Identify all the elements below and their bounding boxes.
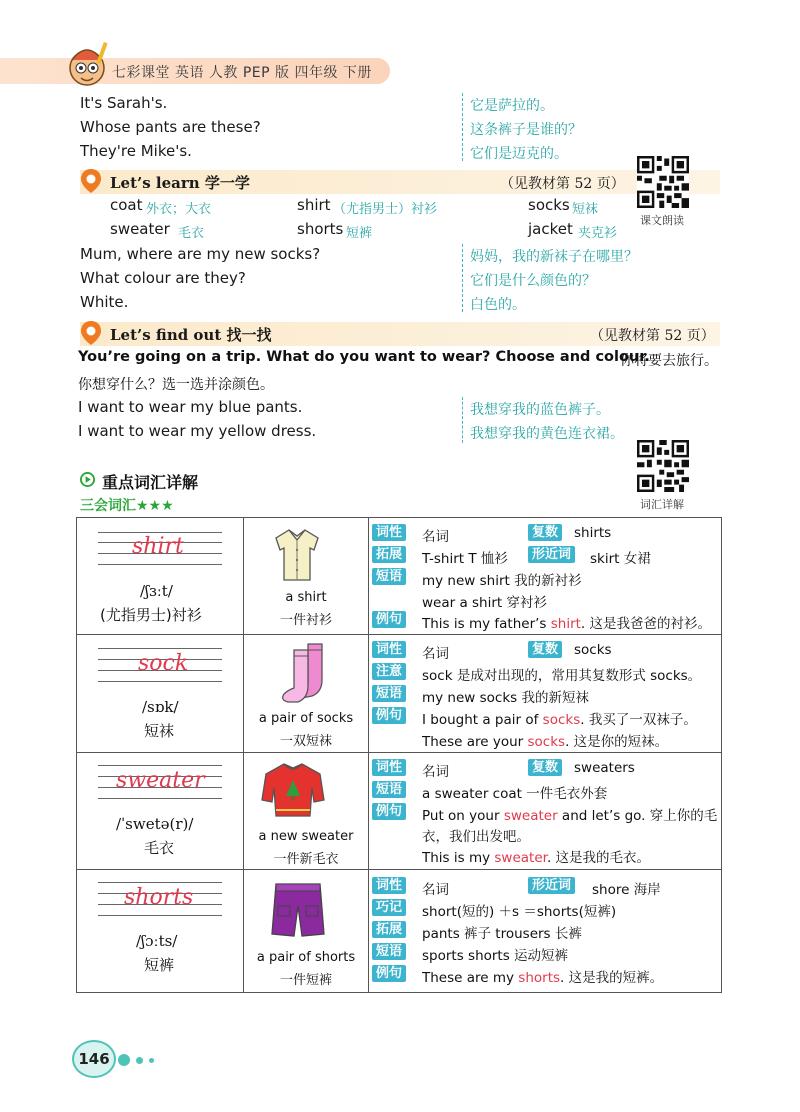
dialog-en: They're Mike's. <box>80 142 192 160</box>
divider-line <box>462 244 463 312</box>
table-row-divider <box>76 869 722 870</box>
info-text: 名词 <box>422 882 449 898</box>
dialog-cn: 它们是迈克的。 <box>470 146 568 162</box>
info-text: a sweater coat 一件毛衣外套 <box>422 786 608 802</box>
decorative-dot <box>136 1057 143 1064</box>
tag-part-of-speech: 词性 <box>372 759 406 776</box>
phonetic: /ˈswetə(r)/ <box>116 815 194 833</box>
socks-icon <box>280 640 336 704</box>
vocab-word: shirt <box>297 196 331 214</box>
word-meaning: 毛衣 <box>144 839 175 857</box>
phonetic: /ʃɔːts/ <box>136 932 178 950</box>
phonetic: /ʃɜːt/ <box>140 582 173 600</box>
handwritten-word: shorts <box>124 885 194 910</box>
mascot-icon <box>60 38 114 92</box>
section-ref-findout: （见教材第 52 页） <box>590 328 715 344</box>
vocab-meaning: 短裤 <box>346 226 373 241</box>
tag-plural: 复数 <box>528 759 562 776</box>
vocab-word: sweater <box>110 220 170 238</box>
shorts-icon <box>270 880 326 940</box>
picture-caption: 一件衬衫 <box>279 613 332 628</box>
info-text: shirts <box>574 525 612 541</box>
handwritten-word: shirt <box>132 534 184 559</box>
example-sentence: These are your socks. 这是你的短袜。 <box>422 734 669 750</box>
tag-part-of-speech: 词性 <box>372 641 406 658</box>
instruction-cn: 你想穿什么？选一选并涂颜色。 <box>78 377 274 393</box>
table-row-divider <box>76 634 722 635</box>
dialog-en: Mum, where are my new socks? <box>80 245 321 263</box>
vocab-meaning: （尤指男士）衬衫 <box>333 202 438 217</box>
info-text: 名词 <box>422 529 449 545</box>
dialog-cn: 妈妈，我的新袜子在哪里？ <box>470 249 638 265</box>
handwritten-word: sock <box>138 651 189 676</box>
section-title-findout: Let’s find out 找一找 <box>110 326 272 344</box>
vocab-meaning: 毛衣 <box>178 226 205 241</box>
tag-extension: 拓展 <box>372 921 406 938</box>
info-text: skirt 女裙 <box>590 551 651 567</box>
qr-caption: 词汇详解 <box>640 498 684 511</box>
info-text: 名词 <box>422 764 449 780</box>
picture-caption: a pair of socks <box>258 711 354 726</box>
example-sentence: These are my shorts. 这是我的短裤。 <box>422 970 664 986</box>
picture-caption: a shirt <box>285 590 327 605</box>
vocab-meaning: 短袜 <box>572 202 599 217</box>
info-text: short(短的) ＋s ＝shorts(短裤) <box>422 904 617 920</box>
section-title-learn: Let’s learn 学一学 <box>110 174 250 192</box>
dialog-cn: 这条裤子是谁的？ <box>470 122 582 138</box>
instruction-cn: 你将要去旅行。 <box>620 353 718 369</box>
word-meaning: 短裤 <box>144 956 175 974</box>
vocab-word: shorts <box>297 220 344 238</box>
info-text: sports shorts 运动短裤 <box>422 948 569 964</box>
section-ref-learn: （见教材第 52 页） <box>500 176 625 192</box>
decorative-dot <box>149 1058 154 1063</box>
dialog-cn: 我想穿我的蓝色裤子。 <box>470 402 610 418</box>
tag-phrase: 短语 <box>372 685 406 702</box>
divider-line <box>462 93 463 161</box>
picture-caption: 一双短袜 <box>279 734 332 749</box>
tag-plural: 复数 <box>528 524 562 541</box>
dialog-cn: 白色的。 <box>470 297 526 313</box>
table-divider <box>243 517 244 993</box>
tag-phrase: 短语 <box>372 943 406 960</box>
location-pin-icon <box>80 320 102 346</box>
phonetic: /sɒk/ <box>142 698 179 716</box>
dialog-en: I want to wear my yellow dress. <box>78 422 317 440</box>
dialog-en: White. <box>80 293 129 311</box>
location-pin-icon <box>80 168 102 194</box>
tag-extension: 拓展 <box>372 546 406 563</box>
tag-memory-tip: 巧记 <box>372 899 406 916</box>
tag-example: 例句 <box>372 611 406 628</box>
table-divider <box>368 517 369 993</box>
table-row-divider <box>76 752 722 753</box>
tag-example: 例句 <box>372 803 406 820</box>
info-text: 衣，我们出发吧。 <box>422 829 530 845</box>
header-title: 七彩课堂 英语 人教 PEP 版 四年级 下册 <box>112 65 372 81</box>
info-text: sweaters <box>574 760 635 776</box>
info-text: wear a shirt 穿衬衫 <box>422 595 548 611</box>
picture-caption: a pair of shorts <box>256 950 356 965</box>
instruction-en: You’re going on a trip. What do you want to wear? Choose and colour. <box>78 349 650 365</box>
play-icon <box>80 472 95 487</box>
vocab-word: socks <box>528 196 570 214</box>
dialog-cn: 我想穿我的黄色连衣裙。 <box>470 426 624 442</box>
glossary-title: 重点词汇详解 <box>102 473 199 492</box>
picture-caption: a new sweater <box>258 829 354 844</box>
info-text: my new shirt 我的新衬衫 <box>422 573 582 589</box>
dialog-cn: 它是萨拉的。 <box>470 98 554 114</box>
tag-phrase: 短语 <box>372 568 406 585</box>
word-meaning: 短袜 <box>144 722 175 740</box>
dialog-en: What colour are they? <box>80 269 246 287</box>
tag-part-of-speech: 词性 <box>372 877 406 894</box>
example-sentence: This is my sweater. 这是我的毛衣。 <box>422 850 651 866</box>
tag-similar-word: 形近词 <box>528 877 575 894</box>
example-sentence: This is my father’s shirt. 这是我爸爸的衬衫。 <box>422 616 712 632</box>
info-text: T-shirt T 恤衫 <box>422 551 508 567</box>
glossary-subtitle: 三会词汇★★★ <box>80 498 174 514</box>
handwritten-word: sweater <box>116 768 205 793</box>
divider-line <box>462 397 463 443</box>
vocab-word: coat <box>110 196 143 214</box>
tag-plural: 复数 <box>528 641 562 658</box>
tag-example: 例句 <box>372 965 406 982</box>
qr-code-icon <box>637 440 689 492</box>
info-text: my new socks 我的新短袜 <box>422 690 589 706</box>
dialog-cn: 它们是什么颜色的？ <box>470 273 596 289</box>
picture-caption: 一件新毛衣 <box>273 852 339 867</box>
vocab-word: jacket <box>528 220 573 238</box>
info-text: 名词 <box>422 646 449 662</box>
info-text: pants 裤子 trousers 长裤 <box>422 926 582 942</box>
vocab-meaning: 外衣；大衣 <box>146 202 212 217</box>
qr-code-icon <box>637 156 689 208</box>
example-sentence: Put on your sweater and let’s go. 穿上你的毛 <box>422 808 718 824</box>
vocab-meaning: 夹克衫 <box>578 226 618 241</box>
info-text: shore 海岸 <box>592 882 661 898</box>
dialog-en: I want to wear my blue pants. <box>78 398 303 416</box>
info-text: socks <box>574 642 612 658</box>
qr-caption: 课文朗读 <box>640 214 684 227</box>
picture-caption: 一件短裤 <box>279 973 332 988</box>
example-sentence: I bought a pair of socks. 我买了一双袜子。 <box>422 712 697 728</box>
dialog-en: It's Sarah's. <box>80 94 168 112</box>
sweater-icon <box>260 760 326 820</box>
info-text: sock 是成对出现的，常用其复数形式 socks。 <box>422 668 702 684</box>
tag-part-of-speech: 词性 <box>372 524 406 541</box>
tag-example: 例句 <box>372 707 406 724</box>
dialog-en: Whose pants are these? <box>80 118 261 136</box>
word-meaning: (尤指男士)衬衫 <box>100 606 202 624</box>
page-number: 146 <box>72 1040 116 1078</box>
tag-similar-word: 形近词 <box>528 546 575 563</box>
shirt-icon <box>272 526 322 582</box>
tag-note: 注意 <box>372 663 406 680</box>
tag-phrase: 短语 <box>372 781 406 798</box>
decorative-dot <box>118 1054 130 1066</box>
